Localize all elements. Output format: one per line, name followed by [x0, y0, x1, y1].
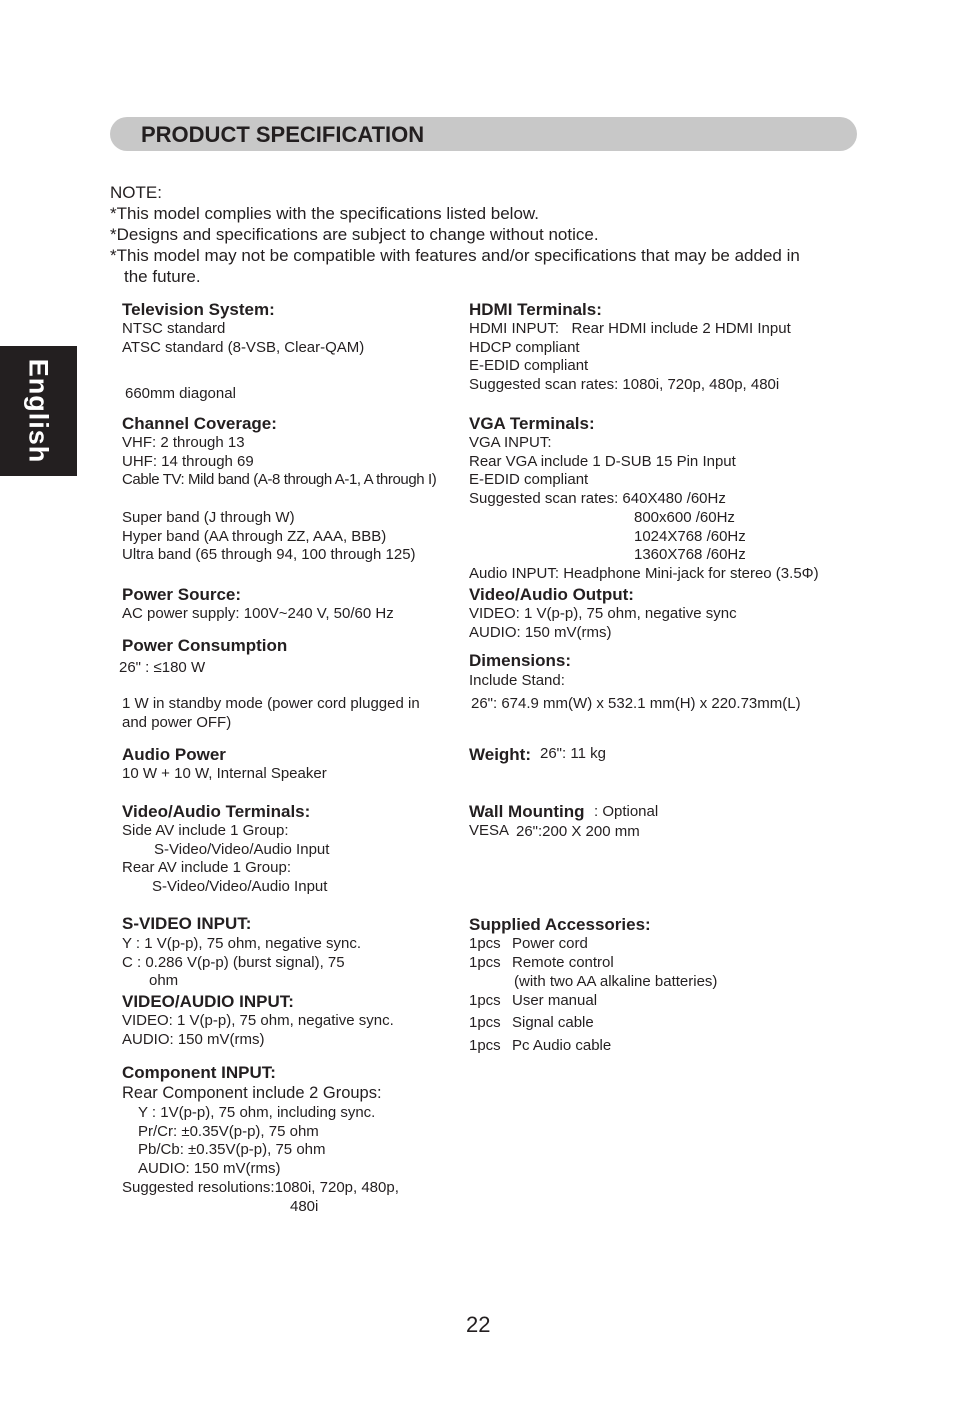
spec-line: Suggested scan rates: 1080i, 720p, 480p, 480i	[469, 375, 780, 393]
item-name: Signal cable	[512, 1014, 594, 1031]
component-heading: Component INPUT:	[122, 1063, 276, 1082]
spec-line: Side AV include 1 Group:	[122, 822, 289, 839]
item-name: Pc Audio cable	[512, 1037, 612, 1054]
spec-line: Y : 1V(p-p), 75 ohm, including sync.	[138, 1104, 376, 1121]
spec-line: Suggested scan rates: 640X480 /60Hz	[469, 489, 726, 507]
power-consumption-heading: Power Consumption	[122, 636, 288, 655]
va-terminals-text	[122, 822, 329, 896]
spec-line: Pb/Cb: ±0.35V(p-p), 75 ohm	[138, 1141, 326, 1159]
spec-line: E-EDID compliant	[469, 471, 589, 489]
list-item	[469, 1014, 501, 1033]
power-source-text: AC power supply: 100V~240 V, 50/60 Hz	[122, 605, 394, 622]
audio-power-heading: Audio Power	[122, 745, 226, 764]
spec-line: 1360X768 /60Hz	[634, 546, 746, 564]
power-consumption-text: 26" : ≤180 W	[119, 659, 206, 676]
component-resolutions: Suggested resolutions:1080i, 720p, 480p,	[122, 1179, 399, 1196]
tv-system-text	[122, 320, 364, 357]
spec-line: NTSC standard	[122, 320, 226, 337]
spec-line: AUDIO: 150 mV(rms)	[122, 1030, 265, 1048]
va-input-heading: VIDEO/AUDIO INPUT:	[122, 992, 294, 1011]
note-line: *Designs and specifications are subject to change without notice.	[110, 225, 599, 244]
item-qty: 1pcs	[469, 935, 501, 952]
spec-line: C : 0.286 V(p-p) (burst signal), 75	[122, 953, 345, 971]
vesa-value: 26":200 X 200 mm	[516, 823, 640, 840]
spec-line: ohm	[149, 972, 179, 990]
spec-line: Pr/Cr: ±0.35V(p-p), 75 ohm	[138, 1122, 319, 1140]
vesa-label: VESA	[469, 822, 510, 839]
component-text	[138, 1104, 375, 1178]
spec-line: 1024X768 /60Hz	[634, 527, 746, 545]
spec-line: E-EDID compliant	[469, 357, 589, 375]
component-resolutions-cont: 480i	[290, 1198, 319, 1215]
svideo-text	[122, 935, 361, 991]
page-number: 22	[466, 1312, 491, 1337]
va-output-text	[469, 605, 737, 642]
power-source-heading: Power Source:	[122, 585, 242, 604]
spec-line: S-Video/Video/Audio Input	[154, 840, 330, 858]
dimensions-sub: Include Stand:	[469, 672, 565, 689]
spec-line: Hyper band (AA through ZZ, AAA, BBB)	[122, 527, 387, 545]
va-output-heading: Video/Audio Output:	[469, 585, 634, 604]
va-terminals-heading: Video/Audio Terminals:	[122, 802, 311, 821]
item-name: User manual	[512, 992, 598, 1009]
item-qty: 1pcs	[469, 1014, 501, 1031]
channel-text	[122, 434, 436, 490]
spec-line: VHF: 2 through 13	[122, 434, 245, 451]
spec-line: ATSC standard (8-VSB, Clear-QAM)	[122, 338, 365, 356]
vga-rates	[634, 509, 746, 565]
item-name: Remote control	[512, 954, 614, 971]
spec-line: UHF: 14 through 69	[122, 452, 254, 470]
spec-line: VGA INPUT:	[469, 434, 552, 451]
spec-line: Rear VGA include 1 D-SUB 15 Pin Input	[469, 452, 736, 470]
diagonal-text: 660mm diagonal	[125, 385, 236, 402]
channel-text-2	[122, 509, 416, 565]
weight-heading: Weight:	[469, 745, 532, 764]
language-tab-label: English	[23, 358, 54, 464]
standby-text	[122, 695, 420, 732]
spec-line: HDMI INPUT: Rear HDMI include 2 HDMI Input	[469, 320, 791, 337]
page-title: PRODUCT SPECIFICATION	[141, 122, 425, 147]
item-qty: 1pcs	[469, 954, 501, 971]
item-qty: 1pcs	[469, 1037, 501, 1054]
item-qty: 1pcs	[469, 992, 501, 1009]
spec-line: S-Video/Video/Audio Input	[152, 877, 328, 895]
note-line: *This model may not be compatible with features and/or specifications that may be added in	[110, 246, 800, 265]
svideo-heading: S-VIDEO INPUT:	[122, 914, 252, 933]
spec-line: Rear AV include 1 Group:	[122, 859, 291, 877]
wall-mounting-heading: Wall Mounting	[469, 802, 585, 821]
item-name: Power cord	[512, 935, 588, 952]
audio-power-text: 10 W + 10 W, Internal Speaker	[122, 765, 327, 782]
note-line: the future.	[124, 267, 201, 286]
wall-mounting-value: : Optional	[594, 803, 659, 820]
va-input-text	[122, 1012, 394, 1049]
spec-line: AUDIO: 150 mV(rms)	[138, 1159, 281, 1177]
hdmi-heading: HDMI Terminals:	[469, 300, 602, 319]
accessories-heading: Supplied Accessories:	[469, 915, 651, 934]
list-item	[469, 935, 501, 954]
spec-line: 800x600 /60Hz	[634, 509, 735, 526]
vga-text	[469, 434, 736, 508]
spec-line: and power OFF)	[122, 713, 232, 731]
tv-system-heading: Television System:	[122, 300, 275, 319]
spec-line: Ultra band (65 through 94, 100 through 125)	[122, 546, 416, 564]
list-item	[469, 954, 501, 973]
vga-audio-text: Audio INPUT: Headphone Mini-jack for stereo (3.5Φ)	[469, 565, 819, 582]
spec-line: Y : 1 V(p-p), 75 ohm, negative sync.	[122, 935, 362, 952]
hdmi-text	[469, 320, 791, 394]
spec-line: VIDEO: 1 V(p-p), 75 ohm, negative sync	[469, 605, 737, 622]
spec-line: HDCP compliant	[469, 338, 580, 356]
list-item	[469, 992, 501, 1011]
spec-line: VIDEO: 1 V(p-p), 75 ohm, negative sync.	[122, 1012, 394, 1029]
vga-heading: VGA Terminals:	[469, 414, 595, 433]
note-label: NOTE:	[110, 183, 162, 202]
item-name: (with two AA alkaline batteries)	[514, 973, 718, 990]
spec-line: AUDIO: 150 mV(rms)	[469, 623, 612, 641]
component-subheading: Rear Component include 2 Groups:	[122, 1084, 382, 1102]
list-item	[469, 1037, 501, 1056]
spec-line: Cable TV: Mild band (A-8 through A-1, A through I)	[122, 471, 437, 489]
spec-line: Super band (J through W)	[122, 509, 295, 526]
weight-value: 26": 11 kg	[540, 745, 606, 762]
note-block	[110, 182, 800, 287]
channel-heading: Channel Coverage:	[122, 414, 277, 433]
dimensions-value: 26": 674.9 mm(W) x 532.1 mm(H) x 220.73mm(L)	[471, 695, 801, 712]
dimensions-heading: Dimensions:	[469, 651, 572, 670]
spec-line: 1 W in standby mode (power cord plugged in	[122, 695, 420, 712]
note-line: *This model complies with the specifications listed below.	[110, 204, 539, 223]
